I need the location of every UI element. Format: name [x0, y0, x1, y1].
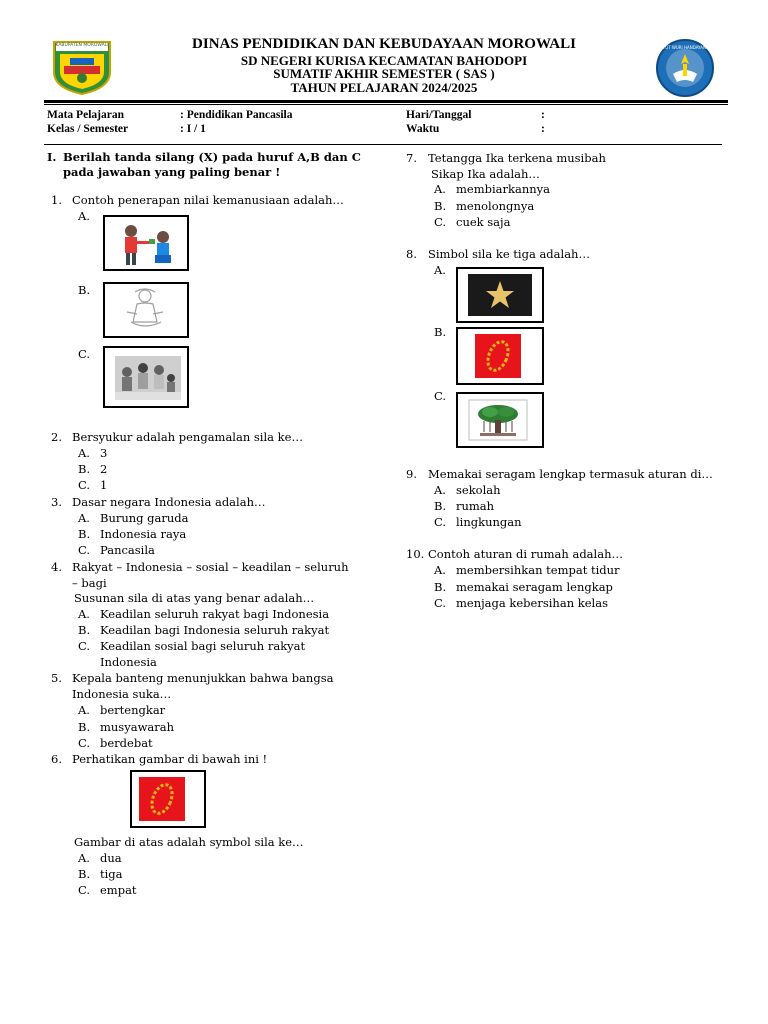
- q1-option-b-letter: B.: [78, 283, 91, 297]
- q2-option-b-letter: B.: [78, 462, 91, 476]
- q5-text-1: Kepala banteng menunjukkan bahwa bangsa: [72, 671, 334, 685]
- q7-option-b-letter: B.: [434, 199, 447, 213]
- q1-option-c-letter: C.: [78, 347, 91, 361]
- q7-option-a-letter: A.: [434, 182, 446, 196]
- q10-option-b-letter: B.: [434, 580, 447, 594]
- q7-text-2: Sikap Ika adalah…: [431, 167, 540, 181]
- q3-option-c-letter: C.: [78, 543, 91, 557]
- q8-number: 8.: [406, 247, 417, 261]
- q8-option-a-letter: A.: [434, 263, 446, 277]
- q1-option-b-image: [103, 282, 189, 338]
- q8-option-c-letter: C.: [434, 389, 447, 403]
- q7-option-c: cuek saja: [456, 215, 511, 229]
- q6-option-c-letter: C.: [78, 883, 91, 897]
- q2-option-c-letter: C.: [78, 478, 91, 492]
- mapel-value: : Pendidikan Pancasila: [180, 109, 293, 121]
- q1-option-a-letter: A.: [78, 209, 90, 223]
- q4-text-3: Susunan sila di atas yang benar adalah…: [74, 591, 315, 605]
- mapel-label: Mata Pelajaran: [47, 109, 124, 121]
- header-rule-thin: [44, 104, 728, 105]
- q6-option-b-letter: B.: [78, 867, 91, 881]
- q9-option-b: rumah: [456, 499, 495, 513]
- q9-option-a: sekolah: [456, 483, 501, 497]
- q4-option-b: Keadilan bagi Indonesia seluruh rakyat: [100, 623, 330, 637]
- q10-option-a: membersihkan tempat tidur: [456, 563, 620, 577]
- q6-number: 6.: [51, 752, 62, 766]
- q8-option-a-star-image: [456, 267, 544, 323]
- q9-text: Memakai seragam lengkap termasuk aturan di…: [428, 467, 713, 481]
- kelas-label: Kelas / Semester: [47, 123, 129, 135]
- q3-number: 3.: [51, 495, 62, 509]
- q10-option-c: menjaga kebersihan kelas: [456, 596, 608, 610]
- q9-option-c-letter: C.: [434, 515, 447, 529]
- q9-option-c: lingkungan: [456, 515, 522, 529]
- q10-option-c-letter: C.: [434, 596, 447, 610]
- q8-option-b-chain-image: [456, 327, 544, 385]
- q7-option-a: membiarkannya: [456, 182, 550, 196]
- q4-text-2: – bagi: [72, 576, 107, 590]
- q4-option-c-1: Keadilan sosial bagi seluruh rakyat: [100, 639, 306, 653]
- header-exam: SUMATIF AKHIR SEMESTER ( SAS ): [273, 66, 495, 81]
- q1-number: 1.: [51, 193, 62, 207]
- q2-option-a: 3: [100, 446, 108, 460]
- q10-number: 10.: [406, 547, 425, 561]
- hari-value: :: [541, 109, 545, 121]
- q6-text-2: Gambar di atas adalah symbol sila ke…: [74, 835, 304, 849]
- q3-option-c: Pancasila: [100, 543, 155, 557]
- q5-number: 5.: [51, 671, 62, 685]
- q4-number: 4.: [51, 560, 62, 574]
- q1-option-c-image: [103, 346, 189, 408]
- waktu-label: Waktu: [406, 123, 440, 135]
- header-office: DINAS PENDIDIKAN DAN KEBUDAYAAN MOROWALI: [192, 36, 576, 52]
- q2-option-c: 1: [100, 478, 108, 492]
- q5-option-a-letter: A.: [78, 703, 90, 717]
- q2-number: 2.: [51, 430, 62, 444]
- q3-option-a: Burung garuda: [100, 511, 189, 525]
- q3-text: Dasar negara Indonesia adalah…: [72, 495, 266, 509]
- header-school: SD NEGERI KURISA KECAMATAN BAHODOPI: [240, 53, 528, 68]
- q4-option-c-2: Indonesia: [100, 655, 157, 669]
- q10-option-b: memakai seragam lengkap: [456, 580, 613, 594]
- q1-text: Contoh penerapan nilai kemanusiaan adalah…: [72, 193, 344, 207]
- q6-option-c: empat: [100, 883, 137, 897]
- q9-option-b-letter: B.: [434, 499, 447, 513]
- q3-option-b: Indonesia raya: [100, 527, 187, 541]
- waktu-value: :: [541, 123, 545, 135]
- q6-option-a: dua: [100, 851, 122, 865]
- info-rule: [44, 144, 722, 145]
- kelas-value: : I / 1: [180, 123, 206, 135]
- q7-option-b: menolongnya: [456, 199, 535, 213]
- q9-number: 9.: [406, 467, 417, 481]
- regency-logo-text: KABUPATEN MOROWALI: [55, 43, 109, 48]
- q6-text: Perhatikan gambar di bawah ini !: [72, 752, 268, 766]
- header-rule-thick: [44, 100, 728, 103]
- q7-text-1: Tetangga Ika terkena musibah: [428, 151, 606, 165]
- header-year: TAHUN PELAJARAN 2024/2025: [290, 80, 478, 95]
- q8-option-b-letter: B.: [434, 325, 447, 339]
- q4-option-c-letter: C.: [78, 639, 91, 653]
- section-instruction-1: Berilah tanda silang (X) pada huruf A,B dan C: [63, 150, 361, 164]
- q6-option-a-letter: A.: [78, 851, 90, 865]
- q5-option-b: musyawarah: [100, 720, 175, 734]
- q4-option-b-letter: B.: [78, 623, 91, 637]
- q5-option-c: berdebat: [100, 736, 153, 750]
- hari-label: Hari/Tanggal: [406, 109, 472, 121]
- q1-option-a-image: [103, 215, 189, 271]
- q6-option-b: tiga: [100, 867, 123, 881]
- q5-option-a: bertengkar: [100, 703, 166, 717]
- q5-text-2: Indonesia suka…: [72, 687, 172, 701]
- section-number: I.: [47, 150, 57, 164]
- q9-option-a-letter: A.: [434, 483, 446, 497]
- q7-number: 7.: [406, 151, 417, 165]
- q3-option-b-letter: B.: [78, 527, 91, 541]
- q2-option-b: 2: [100, 462, 108, 476]
- q5-option-c-letter: C.: [78, 736, 91, 750]
- section-instruction-2: pada jawaban yang paling benar !: [63, 165, 281, 179]
- q4-text-1: Rakyat – Indonesia – sosial – keadilan – seluruh: [72, 560, 349, 574]
- q8-option-c-banyan-tree-image: [456, 392, 544, 448]
- q8-text: Simbol sila ke tiga adalah…: [428, 247, 590, 261]
- q2-text: Bersyukur adalah pengamalan sila ke…: [72, 430, 303, 444]
- q2-option-a-letter: A.: [78, 446, 90, 460]
- q7-option-c-letter: C.: [434, 215, 447, 229]
- q3-option-a-letter: A.: [78, 511, 90, 525]
- q6-chain-symbol-image: [130, 770, 206, 828]
- tut-wuri-handayani-logo-text: TUT WURI HANDAYANI: [662, 45, 708, 50]
- q4-option-a: Keadilan seluruh rakyat bagi Indonesia: [100, 607, 330, 621]
- q5-option-b-letter: B.: [78, 720, 91, 734]
- q10-text: Contoh aturan di rumah adalah…: [428, 547, 623, 561]
- q4-option-a-letter: A.: [78, 607, 90, 621]
- q10-option-a-letter: A.: [434, 563, 446, 577]
